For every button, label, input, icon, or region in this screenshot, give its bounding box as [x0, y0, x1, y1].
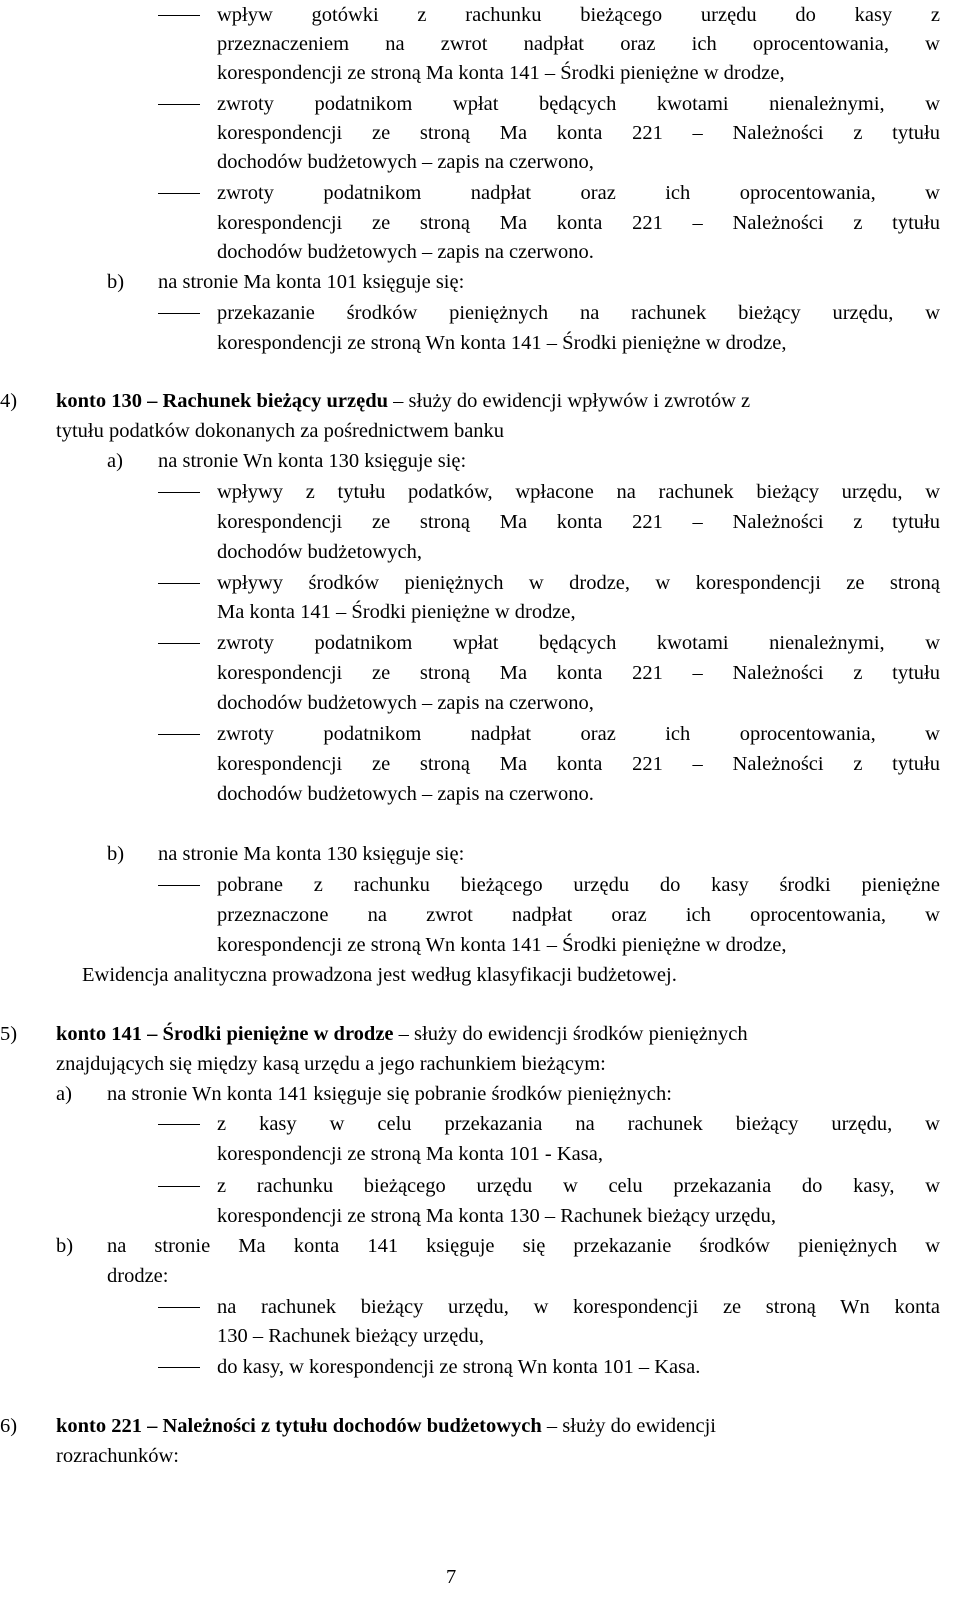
section-number: 4): [0, 390, 18, 412]
text-line: dochodów budżetowych – zapis na czerwono,: [217, 692, 594, 714]
text-line: korespondencji ze stroną Ma konta 101 - Kasa,: [217, 1143, 603, 1165]
account-title: konto 221 – Należności z tytułu dochodów budżetowych: [56, 1415, 542, 1437]
bullet-dash: [158, 313, 200, 314]
text-line: z rachunku bieżącego urzędu w celu przekazania do kasy, w: [217, 1175, 940, 1197]
text-line: zwroty podatnikom nadpłat oraz ich oprocentowania, w: [217, 182, 940, 204]
text-line: dochodów budżetowych – zapis na czerwono.: [217, 241, 594, 263]
text-line: korespondencji ze stroną Ma konta 221 – Należności z tytułu: [217, 212, 940, 234]
text-line: na rachunek bieżący urzędu, w korespondencji ze stroną Wn konta: [217, 1296, 940, 1318]
text-line: korespondencji ze stroną Ma konta 221 – Należności z tytułu: [217, 662, 940, 684]
account-title: konto 141 – Środki pieniężne w drodze: [56, 1023, 394, 1045]
text-line: pobrane z rachunku bieżącego urzędu do kasy środki pieniężne: [217, 874, 940, 896]
text-line: korespondencji ze stroną Ma konta 130 – Rachunek bieżący urzędu,: [217, 1205, 776, 1227]
text-line: korespondencji ze stroną Ma konta 221 – Należności z tytułu: [217, 511, 940, 533]
text-line: Ewidencja analityczna prowadzona jest według klasyfikacji budżetowej.: [82, 964, 677, 986]
text-line: zwroty podatnikom wpłat będących kwotami nienależnymi, w: [217, 632, 940, 654]
bullet-dash: [158, 1186, 200, 1187]
text-line: wpływy środków pieniężnych w drodze, w korespondencji ze stroną: [217, 572, 940, 594]
text-line: dochodów budżetowych – zapis na czerwono,: [217, 151, 594, 173]
text-line: przekazanie środków pieniężnych na rachunek bieżący urzędu, w: [217, 302, 940, 324]
list-marker: b): [56, 1235, 74, 1257]
text-line: na stronie Ma konta 141 księguje się przekazanie środków pieniężnych w: [107, 1235, 940, 1257]
text-line: korespondencji ze stroną Ma konta 221 – Należności z tytułu: [217, 753, 940, 775]
text-line: z kasy w celu przekazania na rachunek bieżący urzędu, w: [217, 1113, 940, 1135]
text-line: – służy do ewidencji środków pieniężnych: [393, 1023, 748, 1045]
section-number: 5): [0, 1023, 18, 1045]
text-line: – służy do ewidencji wpływów i zwrotów z: [388, 390, 751, 412]
list-marker: b): [107, 271, 125, 293]
text-line: wpływ gotówki z rachunku bieżącego urzędu do kasy z: [217, 4, 940, 26]
text-line: na stronie Wn konta 130 księguje się:: [158, 450, 467, 472]
bullet-dash: [158, 193, 200, 194]
text-line: drodze:: [107, 1265, 169, 1287]
text-line: korespondencji ze stroną Wn konta 141 – Środki pieniężne w drodze,: [217, 934, 787, 956]
section-heading: [56, 1019, 748, 1049]
text-line: 130 – Rachunek bieżący urzędu,: [217, 1325, 484, 1347]
text-line: korespondencji ze stroną Ma konta 141 – Środki pieniężne w drodze,: [217, 62, 785, 84]
bullet-dash: [158, 104, 200, 105]
bullet-dash: [158, 885, 200, 886]
section-heading: [56, 1411, 716, 1441]
text-line: przeznaczone na zwrot nadpłat oraz ich oprocentowania, w: [217, 904, 940, 926]
bullet-dash: [158, 643, 200, 644]
text-line: do kasy, w korespondencji ze stroną Wn konta 101 – Kasa.: [217, 1356, 701, 1378]
bullet-dash: [158, 734, 200, 735]
text-line: wpływy z tytułu podatków, wpłacone na rachunek bieżący urzędu, w: [217, 481, 940, 503]
page-number: 7: [446, 1566, 457, 1588]
text-line: rozrachunków:: [56, 1445, 179, 1467]
section-heading: [56, 386, 750, 416]
text-line: zwroty podatnikom nadpłat oraz ich oprocentowania, w: [217, 723, 940, 745]
bullet-dash: [158, 1367, 200, 1368]
text-line: – służy do ewidencji: [541, 1415, 716, 1437]
list-marker: a): [107, 450, 123, 472]
text-line: korespondencji ze stroną Wn konta 141 – Środki pieniężne w drodze,: [217, 332, 787, 354]
bullet-dash: [158, 492, 200, 493]
bullet-dash: [158, 1307, 200, 1308]
text-line: na stronie Wn konta 141 księguje się pobranie środków pieniężnych:: [107, 1083, 672, 1105]
text-line: dochodów budżetowych,: [217, 541, 422, 563]
bullet-dash: [158, 583, 200, 584]
account-title: konto 130 – Rachunek bieżący urzędu: [56, 390, 389, 412]
list-marker: b): [107, 843, 125, 865]
text-line: Ma konta 141 – Środki pieniężne w drodze,: [217, 601, 576, 623]
section-number: 6): [0, 1415, 18, 1437]
text-line: na stronie Ma konta 130 księguje się:: [158, 843, 465, 865]
text-line: korespondencji ze stroną Ma konta 221 – Należności z tytułu: [217, 122, 940, 144]
text-line: tytułu podatków dokonanych za pośrednictwem banku: [56, 420, 505, 442]
bullet-dash: [158, 15, 200, 16]
text-line: przeznaczeniem na zwrot nadpłat oraz ich oprocentowania, w: [217, 33, 940, 55]
text-line: znajdujących się między kasą urzędu a jego rachunkiem bieżącym:: [56, 1053, 606, 1075]
text-line: zwroty podatnikom wpłat będących kwotami nienależnymi, w: [217, 93, 940, 115]
text-line: na stronie Ma konta 101 księguje się:: [158, 271, 465, 293]
text-line: dochodów budżetowych – zapis na czerwono.: [217, 783, 594, 805]
bullet-dash: [158, 1124, 200, 1125]
list-marker: a): [56, 1083, 72, 1105]
